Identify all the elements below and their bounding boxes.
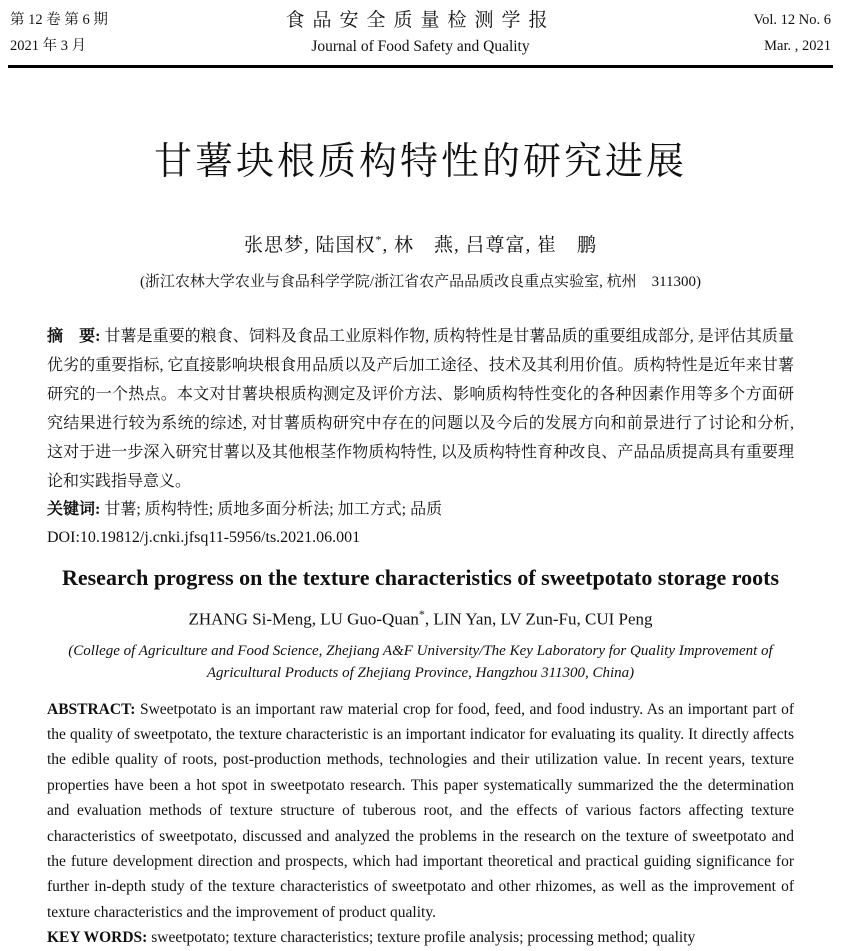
authors-en-post: , LIN Yan, LV Zun-Fu, CUI Peng: [424, 609, 653, 629]
header-left: [10, 7, 180, 59]
abstract-zh-label: 摘 要:: [47, 327, 105, 345]
abstract-en: [47, 697, 794, 926]
affiliation-en-line1: (College of Agriculture and Food Science, Zhejiang A&F University/The Key Laboratory for Quality Improvement of: [68, 642, 773, 659]
keywords-zh-label: 关键词:: [47, 500, 105, 518]
keywords-en-text: sweetpotato; texture characteristics; texture profile analysis; processing method; quality: [151, 929, 696, 947]
date-en: Mar. , 2021: [764, 38, 831, 54]
corresponding-author-asterisk-en: *: [418, 606, 425, 621]
doi: DOI:10.19812/j.cnki.jfsq11-5956/ts.2021.06.001: [47, 528, 361, 546]
authors-en: [47, 607, 794, 630]
affiliation-zh: (浙江农林大学农业与食品科学学院/浙江省农产品品质改良重点实验室, 杭州 311300): [139, 273, 702, 290]
article-title-zh: 甘薯块根质构特性的研究进展: [153, 141, 687, 183]
keywords-zh-text: 甘薯; 质构特性; 质地多面分析法; 加工方式; 品质: [104, 500, 443, 518]
article-title-en: Research progress on the texture characteristics of sweetpotato storage roots: [61, 564, 780, 590]
header-double-rule: [8, 65, 833, 68]
keywords-zh: [47, 496, 794, 524]
abstract-en-label: ABSTRACT:: [47, 700, 140, 718]
authors-zh-post: , 林 燕, 吕尊富, 崔 鹏: [382, 234, 598, 256]
header-right: [661, 7, 831, 59]
page-header: [0, 0, 841, 63]
authors-en-pre: ZHANG Si-Meng, LU Guo-Quan: [188, 609, 419, 629]
article-body: [0, 140, 841, 951]
keywords-en-label: KEY WORDS:: [47, 929, 152, 947]
abstract-zh-text: 甘薯是重要的粮食、饲料及食品工业原料作物, 质构特性是甘薯品质的重要组成部分, 是评估其质量优劣的重要指标, 它直接影响块根食用品质以及产后加工途径、技术及其利用价值。质构特性是近年来甘薯研究的一个热点。本文对甘薯块根质构测定及评价方法、影响质构特性变化的各种因素作用等多个方面研究结果进行较为系统的综述, 对甘薯质构研究中存在的问题以及今后的发展方向和前景进行了讨论和分析, 这对于进一步深入研究甘薯以及其他根茎作物质构特性, 以及质构特性育种改良、产品品质提高具有重要理论和实践指导意义。: [47, 327, 794, 490]
volume-issue-en: Vol. 12 No. 6: [753, 12, 831, 28]
journal-name-en: Journal of Food Safety and Quality: [311, 38, 530, 55]
affiliation-en: [47, 640, 794, 684]
authors-zh-pre: 张思梦, 陆国权: [243, 234, 376, 256]
authors-zh: [47, 230, 794, 257]
volume-issue-zh: 第 12 卷 第 6 期: [10, 12, 108, 28]
date-zh: 2021 年 3 月: [10, 38, 87, 54]
corresponding-author-asterisk-zh: *: [375, 232, 383, 247]
affiliation-en-line2: Agricultural Products of Zhejiang Province, Hangzhou 311300, China): [206, 664, 635, 681]
abstract-en-text: Sweetpotato is an important raw material crop for food, feed, and food industry. As an important part of the quality of sweetpotato, the texture characteristic is an important indicator for evaluating its quality. It directly affects the edible quality of roots, post-production methods, technologies and their utilization value. In recent years, texture properties have been a hot spot in sweetpotato research. This paper systematically summarized the the determination and evaluation methods of texture structure of tuberous root, and the effects of various factors affecting texture characteristics of sweetpotato, discussed and analyzed the problems in the research on the texture of sweetpotato and the future development direction and prospects, which had important theoretical and practical guiding significance for further in-depth study of the texture characteristics of sweetpotato and other rhizomes, as well as the improvement of texture characteristics and the improvement of product quality.: [47, 700, 794, 921]
journal-name-zh: 食品安全质量检测学报: [285, 10, 556, 31]
abstract-zh: [47, 322, 794, 496]
keywords-en: [47, 925, 794, 950]
header-center: [180, 7, 661, 59]
